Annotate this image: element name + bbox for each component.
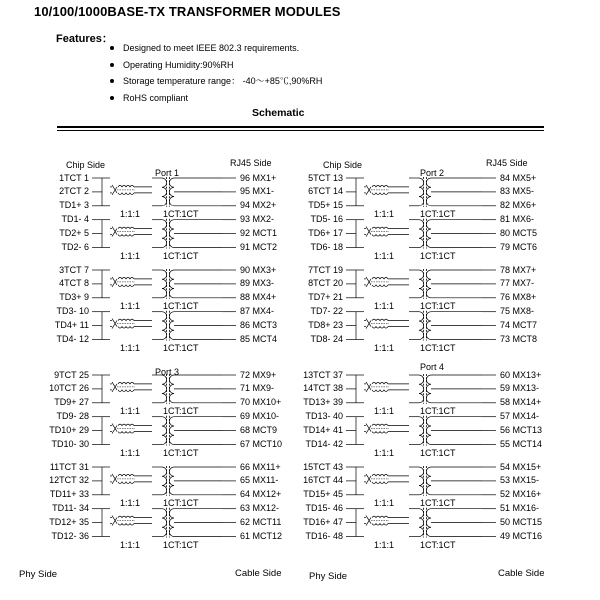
common-mode-choke xyxy=(371,474,389,483)
chip-pin-label: TD15- 46 xyxy=(305,503,343,514)
wire xyxy=(112,382,117,390)
rj45-pin-label: 89 MX3- xyxy=(240,278,275,289)
common-mode-choke xyxy=(117,474,135,483)
chip-pin-label: TD7+ 21 xyxy=(308,292,343,303)
chip-pin-label: TD8+ 23 xyxy=(308,320,343,331)
rj45-pin-label: 77 MX7- xyxy=(500,278,535,289)
wire xyxy=(366,277,371,285)
chip-pin-label: 1TCT 1 xyxy=(59,172,89,183)
transformer-coil xyxy=(419,270,424,298)
cable-side-label: Cable Side xyxy=(235,568,282,579)
rj45-pin-label: 78 MX7+ xyxy=(500,264,537,275)
chip-pin-label: TD3- 10 xyxy=(56,306,89,317)
chip-pin-label: TD1+ 3 xyxy=(59,200,89,211)
wire xyxy=(366,185,371,193)
transformer-coil xyxy=(169,220,174,248)
wire xyxy=(366,229,371,237)
common-mode-choke xyxy=(117,185,135,194)
chip-pin-label: TD15+ 45 xyxy=(303,489,343,500)
transformer-coil xyxy=(169,178,174,206)
rj45-pin-label: 94 MX2+ xyxy=(240,200,277,211)
chip-pin-label: 9TCT 25 xyxy=(54,369,89,380)
rj45-pin-label: 85 MCT4 xyxy=(240,334,278,344)
chip-pin-label: 8TCT 20 xyxy=(308,278,343,289)
rj45-pin-label: 76 MX8+ xyxy=(500,292,537,303)
chip-pin-label: TD14+ 41 xyxy=(303,425,343,436)
common-mode-choke xyxy=(117,424,135,433)
transformer-coil xyxy=(426,467,431,495)
rj45-pin-label: 91 MCT2 xyxy=(240,242,278,252)
rj45-pin-label: 58 MX14+ xyxy=(500,397,542,408)
ratio-label: 1:1:1 xyxy=(374,342,395,353)
common-mode-choke xyxy=(371,516,389,525)
transformer-coil xyxy=(426,375,431,403)
chip-pin-label: 11TCT 31 xyxy=(49,461,89,472)
port-label: Port 1 xyxy=(155,168,180,178)
rj45-pin-label: 71 MX9- xyxy=(240,383,275,394)
rj45-pin-label: 60 MX13+ xyxy=(500,369,542,380)
chip-pin-label: TD7- 22 xyxy=(310,306,343,317)
wire xyxy=(112,516,117,524)
wire xyxy=(112,474,117,482)
rj45-pin-label: 64 MX12+ xyxy=(240,489,282,500)
chip-pin-label: 13TCT 37 xyxy=(303,369,343,380)
transformer-coil xyxy=(426,417,431,445)
phy-side-label: Phy Side xyxy=(19,569,58,580)
common-mode-choke xyxy=(117,277,135,286)
rj45-side-label: RJ45 Side xyxy=(486,158,528,168)
chip-pin-label: TD3+ 9 xyxy=(59,292,89,303)
ratio-label: 1:1:1 xyxy=(374,208,395,219)
common-mode-choke xyxy=(117,227,135,236)
wire xyxy=(366,518,371,526)
wire xyxy=(112,319,117,327)
ct-ratio-label: 1CT:1CT xyxy=(420,250,456,261)
transformer-coil xyxy=(162,178,167,206)
cable-side-label: Cable Side xyxy=(498,568,545,579)
common-mode-choke xyxy=(371,382,389,391)
port-label: Port 3 xyxy=(155,367,180,377)
ratio-label: 1:1:1 xyxy=(120,250,141,261)
chip-pin-label: TD16+ 47 xyxy=(303,517,343,528)
port-label: Port 4 xyxy=(420,362,445,372)
chip-pin-label: TD11+ 33 xyxy=(49,489,89,500)
port-label: Port 2 xyxy=(420,168,445,178)
wire xyxy=(112,227,117,235)
chip-side-label: Chip Side xyxy=(66,160,106,170)
rj45-pin-label: 59 MX13- xyxy=(500,383,540,394)
wire xyxy=(112,185,117,193)
chip-pin-label: 12TCT 32 xyxy=(49,475,89,486)
rj45-pin-label: 52 MX16+ xyxy=(500,489,542,500)
chip-pin-label: TD4+ 11 xyxy=(54,320,89,331)
chip-pin-label: TD4- 12 xyxy=(56,334,89,344)
transformer-coil xyxy=(419,417,424,445)
rj45-pin-label: 57 MX14- xyxy=(500,411,540,422)
chip-pin-label: TD13+ 39 xyxy=(303,397,343,408)
transformer-coil xyxy=(426,312,431,340)
rj45-pin-label: 83 MX5- xyxy=(500,186,535,197)
transformer-coil xyxy=(169,467,174,495)
ct-ratio-label: 1CT:1CT xyxy=(420,300,456,311)
transformer-coil xyxy=(162,509,167,537)
feature-item: Designed to meet IEEE 802.3 requirements. xyxy=(110,40,322,57)
wire xyxy=(112,426,117,434)
wire xyxy=(112,384,117,392)
ct-ratio-label: 1CT:1CT xyxy=(163,300,199,311)
wire xyxy=(112,277,117,285)
ct-ratio-label: 1CT:1CT xyxy=(163,447,199,458)
chip-pin-label: TD12- 36 xyxy=(51,531,89,541)
common-mode-choke xyxy=(371,185,389,194)
transformer-coil xyxy=(426,220,431,248)
chip-pin-label: TD9+ 27 xyxy=(54,397,89,408)
ratio-label: 1:1:1 xyxy=(120,208,141,219)
ratio-label: 1:1:1 xyxy=(374,447,395,458)
rj45-pin-label: 56 MCT13 xyxy=(500,425,543,436)
wire xyxy=(366,319,371,327)
ct-ratio-label: 1CT:1CT xyxy=(420,539,456,550)
rj45-pin-label: 82 MX6+ xyxy=(500,200,537,211)
ratio-label: 1:1:1 xyxy=(120,447,141,458)
wire xyxy=(366,227,371,235)
schematic-heading: Schematic xyxy=(252,107,305,119)
ratio-label: 1:1:1 xyxy=(374,300,395,311)
ct-ratio-label: 1CT:1CT xyxy=(163,342,199,353)
chip-pin-label: 5TCT 13 xyxy=(308,172,343,183)
rj45-pin-label: 50 MCT15 xyxy=(500,517,543,528)
transformer-coil xyxy=(162,270,167,298)
ct-ratio-label: 1CT:1CT xyxy=(163,497,199,508)
wire xyxy=(112,518,117,526)
rj45-pin-label: 70 MX10+ xyxy=(240,397,282,408)
chip-pin-label: 14TCT 38 xyxy=(303,383,343,394)
ratio-label: 1:1:1 xyxy=(374,497,395,508)
feature-item: Operating Humidity:90%RH xyxy=(110,57,322,74)
chip-pin-label: 7TCT 19 xyxy=(308,264,343,275)
common-mode-choke xyxy=(371,424,389,433)
chip-pin-label: TD9- 28 xyxy=(56,411,89,422)
rj45-pin-label: 80 MCT5 xyxy=(500,228,538,239)
rj45-pin-label: 65 MX11- xyxy=(240,475,279,486)
chip-pin-label: TD2+ 5 xyxy=(59,228,89,239)
chip-pin-label: TD8- 24 xyxy=(310,334,343,344)
transformer-coil xyxy=(426,509,431,537)
rj45-pin-label: 96 MX1+ xyxy=(240,172,277,183)
transformer-coil xyxy=(162,375,167,403)
rj45-side-label: RJ45 Side xyxy=(230,158,272,168)
ratio-label: 1:1:1 xyxy=(120,405,141,416)
rj45-pin-label: 66 MX11+ xyxy=(240,461,281,472)
ct-ratio-label: 1CT:1CT xyxy=(420,447,456,458)
rj45-pin-label: 79 MCT6 xyxy=(500,242,538,252)
wire xyxy=(366,279,371,287)
chip-pin-label: 2TCT 2 xyxy=(59,186,89,197)
wire xyxy=(366,474,371,482)
transformer-coil xyxy=(162,417,167,445)
chip-pin-label: 4TCT 8 xyxy=(59,278,89,289)
wire xyxy=(112,187,117,195)
transformer-coil xyxy=(169,417,174,445)
chip-pin-label: 3TCT 7 xyxy=(59,264,89,275)
rj45-pin-label: 93 MX2- xyxy=(240,214,275,225)
ct-ratio-label: 1CT:1CT xyxy=(163,208,199,219)
rj45-pin-label: 63 MX12- xyxy=(240,503,280,514)
wire xyxy=(366,382,371,390)
rj45-pin-label: 54 MX15+ xyxy=(500,461,542,472)
rj45-pin-label: 61 MCT12 xyxy=(240,531,283,541)
transformer-coil xyxy=(169,509,174,537)
wire xyxy=(366,476,371,484)
page-title: 10/100/1000BASE-TX TRANSFORMER MODULES xyxy=(34,4,341,19)
rj45-pin-label: 72 MX9+ xyxy=(240,369,277,380)
chip-side-label: Chip Side xyxy=(323,160,363,170)
chip-pin-label: TD16- 48 xyxy=(305,531,343,541)
transformer-coil xyxy=(169,270,174,298)
transformer-coil xyxy=(162,312,167,340)
common-mode-choke xyxy=(117,382,135,391)
transformer-coil xyxy=(419,509,424,537)
common-mode-choke xyxy=(117,319,135,328)
wire xyxy=(112,279,117,287)
features-heading: Features： xyxy=(56,33,113,45)
rj45-pin-label: 49 MCT16 xyxy=(500,531,543,541)
common-mode-choke xyxy=(371,227,389,236)
chip-pin-label: TD2- 6 xyxy=(61,242,89,252)
ratio-label: 1:1:1 xyxy=(120,300,141,311)
ct-ratio-label: 1CT:1CT xyxy=(163,405,199,416)
rj45-pin-label: 90 MX3+ xyxy=(240,264,277,275)
feature-item: RoHS compliant xyxy=(110,90,322,107)
rj45-pin-label: 55 MCT14 xyxy=(500,439,543,449)
chip-pin-label: TD5- 16 xyxy=(310,214,343,225)
rj45-pin-label: 84 MX5+ xyxy=(500,172,537,183)
chip-pin-label: TD6- 18 xyxy=(310,242,343,252)
wire xyxy=(366,321,371,329)
chip-pin-label: TD14- 42 xyxy=(305,439,343,449)
chip-pin-label: TD6+ 17 xyxy=(308,228,343,239)
wire xyxy=(366,384,371,392)
chip-pin-label: TD10+ 29 xyxy=(49,425,89,436)
ratio-label: 1:1:1 xyxy=(374,250,395,261)
transformer-coil xyxy=(419,375,424,403)
ratio-label: 1:1:1 xyxy=(120,342,141,353)
rj45-pin-label: 53 MX15- xyxy=(500,475,540,486)
chip-pin-label: TD11- 34 xyxy=(52,503,89,514)
transformer-coil xyxy=(169,312,174,340)
rj45-pin-label: 86 MCT3 xyxy=(240,320,278,331)
transformer-coil xyxy=(419,467,424,495)
wire xyxy=(112,229,117,237)
rj45-pin-label: 88 MX4+ xyxy=(240,292,277,303)
ct-ratio-label: 1CT:1CT xyxy=(420,497,456,508)
ratio-label: 1:1:1 xyxy=(374,405,395,416)
common-mode-choke xyxy=(371,277,389,286)
rj45-pin-label: 62 MCT11 xyxy=(240,517,282,528)
rj45-pin-label: 95 MX1- xyxy=(240,186,275,197)
rj45-pin-label: 81 MX6- xyxy=(500,214,535,225)
transformer-coil xyxy=(169,375,174,403)
wire xyxy=(366,187,371,195)
chip-pin-label: 10TCT 26 xyxy=(49,383,89,394)
chip-pin-label: TD12+ 35 xyxy=(49,517,89,528)
ct-ratio-label: 1CT:1CT xyxy=(163,539,199,550)
rj45-pin-label: 87 MX4- xyxy=(240,306,275,317)
wire xyxy=(366,516,371,524)
wire xyxy=(112,424,117,432)
chip-pin-label: 6TCT 14 xyxy=(308,186,343,197)
ct-ratio-label: 1CT:1CT xyxy=(163,250,199,261)
chip-pin-label: TD13- 40 xyxy=(305,411,343,422)
wire xyxy=(366,426,371,434)
ratio-label: 1:1:1 xyxy=(374,539,395,550)
transformer-coil xyxy=(419,178,424,206)
ct-ratio-label: 1CT:1CT xyxy=(420,342,456,353)
ratio-label: 1:1:1 xyxy=(120,497,141,508)
wire xyxy=(112,476,117,484)
phy-side-label: Phy Side xyxy=(309,571,348,582)
common-mode-choke xyxy=(371,319,389,328)
transformer-coil xyxy=(419,312,424,340)
transformer-coil xyxy=(162,467,167,495)
chip-pin-label: TD10- 30 xyxy=(51,439,89,449)
ratio-label: 1:1:1 xyxy=(120,539,141,550)
chip-pin-label: TD5+ 15 xyxy=(308,200,343,211)
rj45-pin-label: 67 MCT10 xyxy=(240,439,283,449)
transformer-coil xyxy=(426,270,431,298)
rj45-pin-label: 69 MX10- xyxy=(240,411,280,422)
rj45-pin-label: 68 MCT9 xyxy=(240,425,278,436)
rj45-pin-label: 51 MX16- xyxy=(500,503,540,514)
rj45-pin-label: 75 MX8- xyxy=(500,306,535,317)
feature-item: Storage temperature range： -40～+85℃,90%RH xyxy=(110,73,322,90)
chip-pin-label: 16TCT 44 xyxy=(303,475,343,486)
rj45-pin-label: 73 MCT8 xyxy=(500,334,538,344)
chip-pin-label: 15TCT 43 xyxy=(303,461,343,472)
rj45-pin-label: 74 MCT7 xyxy=(500,320,538,331)
wire xyxy=(112,321,117,329)
chip-pin-label: TD1- 4 xyxy=(61,214,89,225)
ct-ratio-label: 1CT:1CT xyxy=(420,405,456,416)
transformer-coil xyxy=(426,178,431,206)
common-mode-choke xyxy=(117,516,135,525)
ct-ratio-label: 1CT:1CT xyxy=(420,208,456,219)
transformer-coil xyxy=(419,220,424,248)
wire xyxy=(366,424,371,432)
transformer-coil xyxy=(162,220,167,248)
rj45-pin-label: 92 MCT1 xyxy=(240,228,278,239)
